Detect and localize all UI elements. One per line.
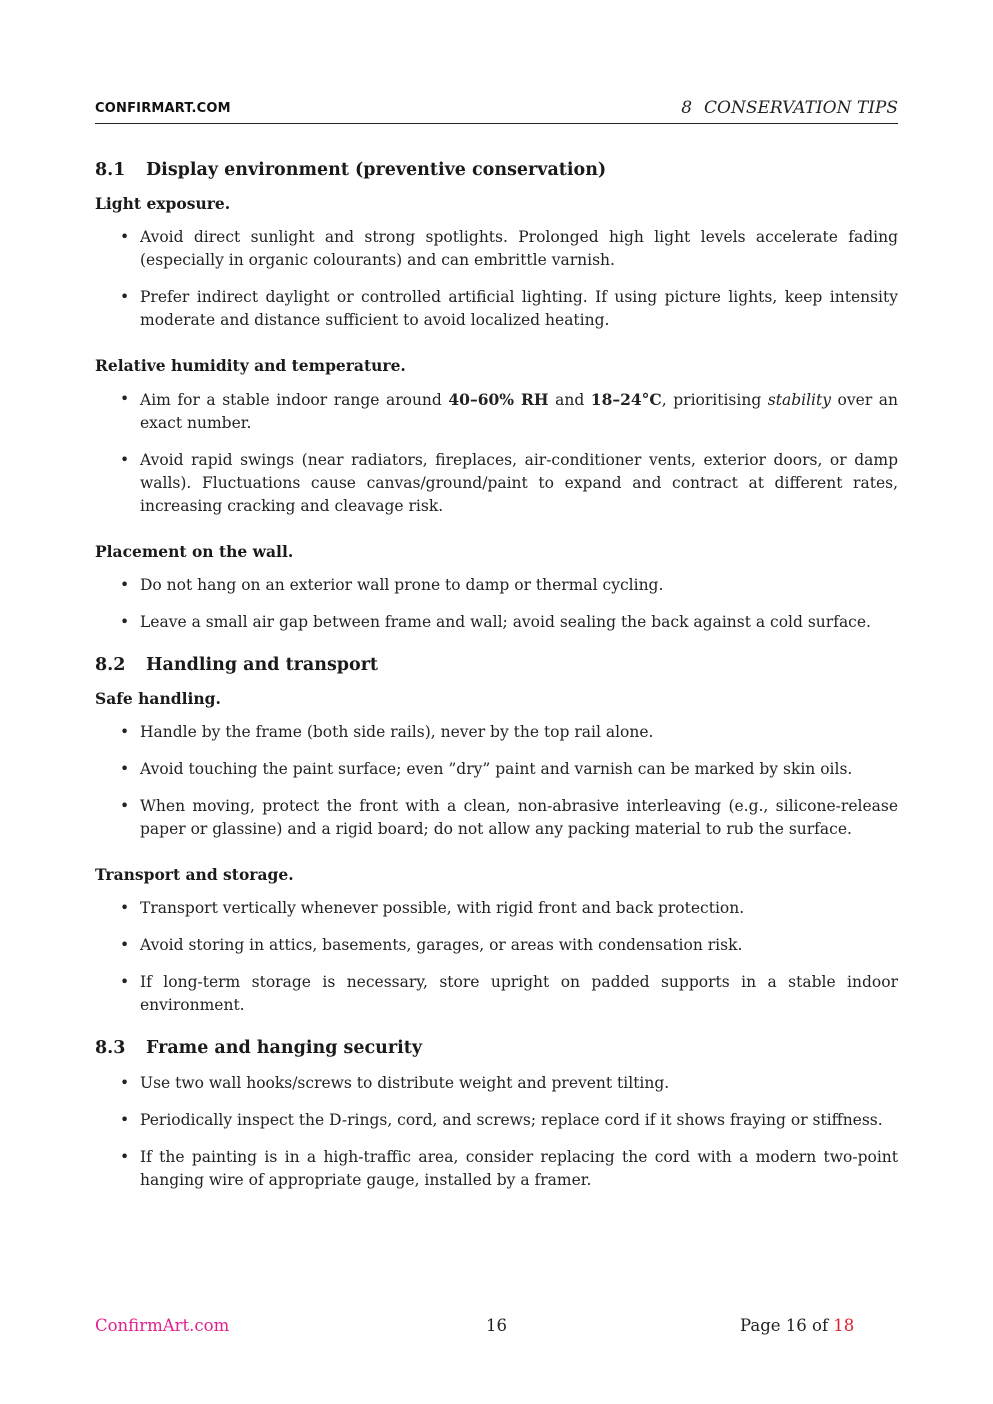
- paragraph-heading-humidity: Relative humidity and temperature.: [95, 355, 406, 375]
- paragraph-heading-storage: Transport and storage.: [95, 865, 294, 885]
- emphasis: stability: [767, 391, 832, 410]
- list-item: • Avoid direct sunlight and strong spotlights. Prolonged high light levels accelerate fading (especially in organic colourants) and can embrittle varnish.: [95, 226, 898, 272]
- list-item: • Handle by the frame (both side rails), never by the top rail alone.: [95, 721, 898, 744]
- list-item: • When moving, protect the front with a clean, non-abrasive interleaving (e.g., silicone-release paper or glassine) and a rigid board; do not allow any packing material to rub the surface.: [95, 795, 898, 841]
- list-item: • Avoid storing in attics, basements, garages, or areas with condensation risk.: [95, 934, 898, 957]
- humidity-list: [95, 388, 898, 518]
- light-list: [95, 226, 898, 332]
- section-number: 8.3: [95, 1038, 126, 1059]
- section-heading-8-1: [95, 159, 898, 182]
- hanging-list: [95, 1072, 898, 1192]
- section-title: Handling and transport: [146, 655, 379, 676]
- paragraph-heading-handling: Safe handling.: [95, 688, 221, 708]
- list-item: • If long-term storage is necessary, store upright on padded supports in a stable indoor environment.: [95, 971, 898, 1017]
- text-run: and: [548, 391, 591, 410]
- site-logo: CONFIRMART.COM: [95, 101, 231, 116]
- text-run: , prioritising: [661, 391, 768, 410]
- running-section-name: CONSERVATION TIPS: [704, 98, 898, 118]
- section-heading-8-3: [95, 1037, 898, 1060]
- list-item: • Use two wall hooks/screws to distribute weight and prevent tilting.: [95, 1072, 898, 1095]
- list-item: • Periodically inspect the D-rings, cord, and screws; replace cord if it shows fraying or stiffness.: [95, 1109, 898, 1132]
- page-body: [95, 159, 898, 1206]
- handling-list: [95, 721, 898, 841]
- section-title: Frame and hanging security: [146, 1038, 423, 1059]
- list-item: • Do not hang on an exterior wall prone to damp or thermal cycling.: [95, 574, 898, 597]
- site-link[interactable]: ConfirmArt.com: [95, 1316, 230, 1335]
- placement-list: [95, 574, 898, 634]
- paragraph-heading-light: Light exposure.: [95, 193, 231, 213]
- list-item: • Prefer indirect daylight or controlled artificial lighting. If using picture lights, keep intensity moderate and distance sufficient to avoid localized heating.: [95, 286, 898, 332]
- section-number: 8.2: [95, 655, 126, 676]
- paragraph-heading-placement: Placement on the wall.: [95, 542, 294, 562]
- list-item: • If the painting is in a high-traffic area, consider replacing the cord with a modern two-point hanging wire of appropriate gauge, installed by a framer.: [95, 1146, 898, 1192]
- running-section-title: [681, 98, 898, 118]
- text-run: Aim for a stable indoor range around: [140, 391, 449, 410]
- section-heading-8-2: [95, 654, 898, 677]
- page-label: Page 16 of: [740, 1316, 834, 1335]
- page-count: [740, 1316, 854, 1335]
- page-footer: [95, 1316, 898, 1338]
- list-item: • Avoid rapid swings (near radiators, fireplaces, air-conditioner vents, exterior doors, or damp walls). Fluctuations cause canvas/ground/paint to expand and contract at different rates, increasing cracking and cleavage risk.: [95, 449, 898, 518]
- running-section-number: 8: [681, 98, 693, 118]
- storage-list: [95, 897, 898, 1017]
- section-number: 8.1: [95, 160, 126, 180]
- list-item: • Avoid touching the paint surface; even ”dry” paint and varnish can be marked by skin oils.: [95, 758, 898, 781]
- total-pages-link[interactable]: 18: [833, 1316, 855, 1335]
- temperature-range: 18–24°C: [590, 390, 662, 410]
- list-item: • Leave a small air gap between frame and wall; avoid sealing the back against a cold surface.: [95, 611, 898, 634]
- list-item: [95, 388, 898, 435]
- running-header: [95, 97, 898, 124]
- section-title: Display environment (preventive conservation): [146, 160, 607, 180]
- text-run: over an exact number.: [140, 391, 898, 433]
- rh-range: 40–60% RH: [448, 390, 549, 410]
- page-number: 16: [486, 1316, 507, 1335]
- list-item: • Transport vertically whenever possible, with rigid front and back protection.: [95, 897, 898, 920]
